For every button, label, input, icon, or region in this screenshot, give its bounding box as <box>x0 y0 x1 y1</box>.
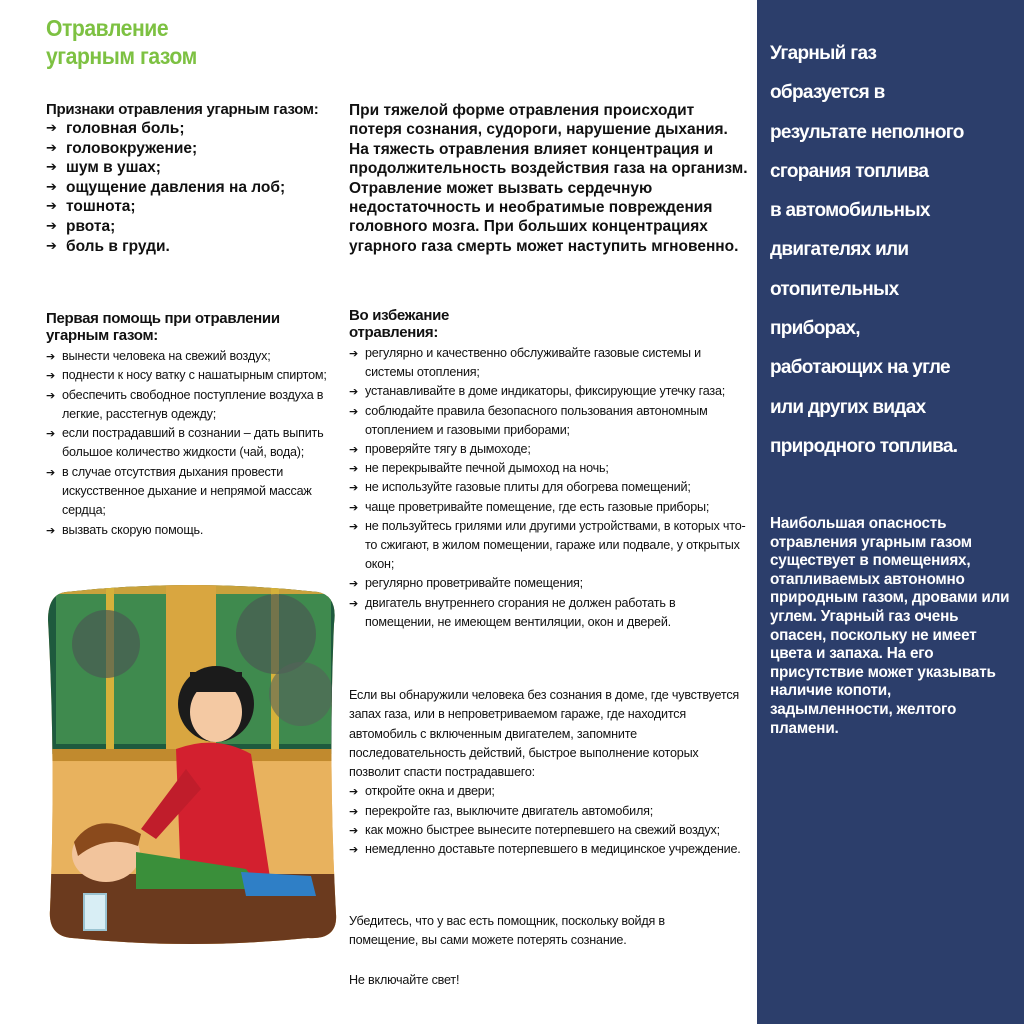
prevention-heading-line-2: отравления: <box>349 324 439 341</box>
rescue-intro: Если вы обнаружили человека без сознания в доме, где чувствуется запах газа, или в непроветриваемом гараже, где находится автомобиль с включенным двигателем, запомните последовательность действий, быстрое выполнение которых позволит спасти пострадавшего: <box>349 688 740 780</box>
prevention-heading <box>349 307 747 341</box>
sidebar-line: образуется в <box>770 82 885 104</box>
sidebar-line: отопительных <box>770 278 899 300</box>
prevention-section <box>349 307 747 632</box>
list-item: ➔ немедленно доставьте потерпевшего в медицинское учреждение. <box>349 840 747 859</box>
list-item: ➔ двигатель внутреннего сгорания не должен работать в помещении, не имеющем вентиляции, окон и дверей. <box>349 594 747 632</box>
rescue-list <box>349 782 747 859</box>
list-item: ➔ чаще проветривайте помещение, где есть газовые приборы; <box>349 498 747 517</box>
rescue-illustration <box>46 584 338 944</box>
sidebar-line: Угарный газ <box>770 43 877 64</box>
sidebar-line: приборах, <box>770 318 860 340</box>
list-item: ➔ головокружение; <box>46 139 341 159</box>
list-item: ➔ вызвать скорую помощь. <box>46 521 331 540</box>
list-item: ➔ проверяйте тягу в дымоходе; <box>349 440 747 459</box>
list-item: ➔ рвота; <box>46 217 341 237</box>
sidebar-line: природного топлива. <box>770 435 958 457</box>
list-item: ➔ соблюдайте правила безопасного пользования автономным отоплением и газовыми приборами; <box>349 402 747 440</box>
first-aid-heading-line-1: Первая помощь при отравлении <box>46 310 280 327</box>
sidebar-line: сгорания топлива <box>770 160 929 182</box>
list-item: ➔ регулярно проветривайте помещения; <box>349 574 747 593</box>
signs-section <box>46 101 341 256</box>
sidebar-line: двигателях или <box>770 239 909 261</box>
severe-form-paragraph: При тяжелой форме отравления происходит потеря сознания, судороги, нарушение дыхания. На тяжесть отравления влияет концентрация и продолжительность воздействия газа на организм. Отравление может вызвать сердечную недостаточность и необратимые повреждения головного мозга. При больших концентрациях угарного газа смерть может наступить мгновенно. <box>349 102 748 255</box>
first-aid-list <box>46 347 331 540</box>
first-aid-section <box>46 310 331 540</box>
list-item: ➔ устанавливайте в доме индикаторы, фиксирующие утечку газа; <box>349 382 747 401</box>
sidebar-line: результате неполного <box>770 121 964 143</box>
page-title <box>46 14 322 70</box>
first-aid-heading-line-2: угарным газом: <box>46 327 158 344</box>
sidebar-line: или других видах <box>770 396 926 418</box>
rescue-section <box>349 686 747 860</box>
list-item: ➔ вынести человека на свежий воздух; <box>46 347 331 366</box>
list-item: ➔ не пользуйтесь грилями или другими устройствами, в которых что-то сжигают, в жилом помещении, гараже или подвале, у открытых окон; <box>349 517 747 575</box>
list-item: ➔ перекройте газ, выключите двигатель автомобиля; <box>349 802 747 821</box>
list-item: ➔ обеспечить свободное поступление воздуха в легкие, расстегнув одежду; <box>46 386 331 425</box>
info-sidebar <box>757 0 1024 1024</box>
list-item: ➔ шум в ушах; <box>46 158 341 178</box>
prevention-heading-line-1: Во избежание <box>349 307 450 324</box>
list-item: ➔ если пострадавший в сознании – дать выпить большое количество жидкости (чай, вода); <box>46 424 331 463</box>
list-item: ➔ ощущение давления на лоб; <box>46 178 341 198</box>
list-item: ➔ не перекрывайте печной дымоход на ночь; <box>349 459 747 478</box>
list-item: ➔ головная боль; <box>46 119 341 139</box>
list-item: ➔ как можно быстрее вынесите потерпевшего на свежий воздух; <box>349 821 747 840</box>
sidebar-line: в автомобильных <box>770 200 930 222</box>
list-item: ➔ регулярно и качественно обслуживайте газовые системы и системы отопления; <box>349 344 747 382</box>
sidebar-danger-text: Наибольшая опасность отравления угарным газом существует в помещениях, отапливаемых автономно природным газом, дровами или углем. Угарный газ очень опасен, поскольку не имеет цвета и запаха. На его присутствие может указывать наличие копоти, задымленности, желтого пламени. <box>770 515 1010 737</box>
list-item: ➔ поднести к носу ватку с нашатырным спиртом; <box>46 366 331 385</box>
list-item: ➔ боль в груди. <box>46 237 341 257</box>
no-light-warning: Не включайте свет! <box>349 973 460 987</box>
sidebar-main-text <box>770 34 1010 466</box>
list-item: ➔ не используйте газовые плиты для обогрева помещений; <box>349 478 747 497</box>
list-item: ➔ откройте окна и двери; <box>349 782 747 801</box>
sidebar-line: работающих на угле <box>770 357 950 379</box>
list-item: ➔ тошнота; <box>46 197 341 217</box>
helper-note: Убедитесь, что у вас есть помощник, поскольку войдя в помещение, вы сами можете потерять сознание. <box>349 914 665 948</box>
prevention-list <box>349 344 747 632</box>
signs-heading: Признаки отравления угарным газом: <box>46 101 319 118</box>
signs-list <box>46 119 341 256</box>
list-item: ➔ в случае отсутствия дыхания провести искусственное дыхание и непрямой массаж сердца; <box>46 463 331 521</box>
title-line-2: угарным газом <box>46 43 197 69</box>
title-line-1: Отравление <box>46 15 169 41</box>
first-aid-heading <box>46 310 331 344</box>
